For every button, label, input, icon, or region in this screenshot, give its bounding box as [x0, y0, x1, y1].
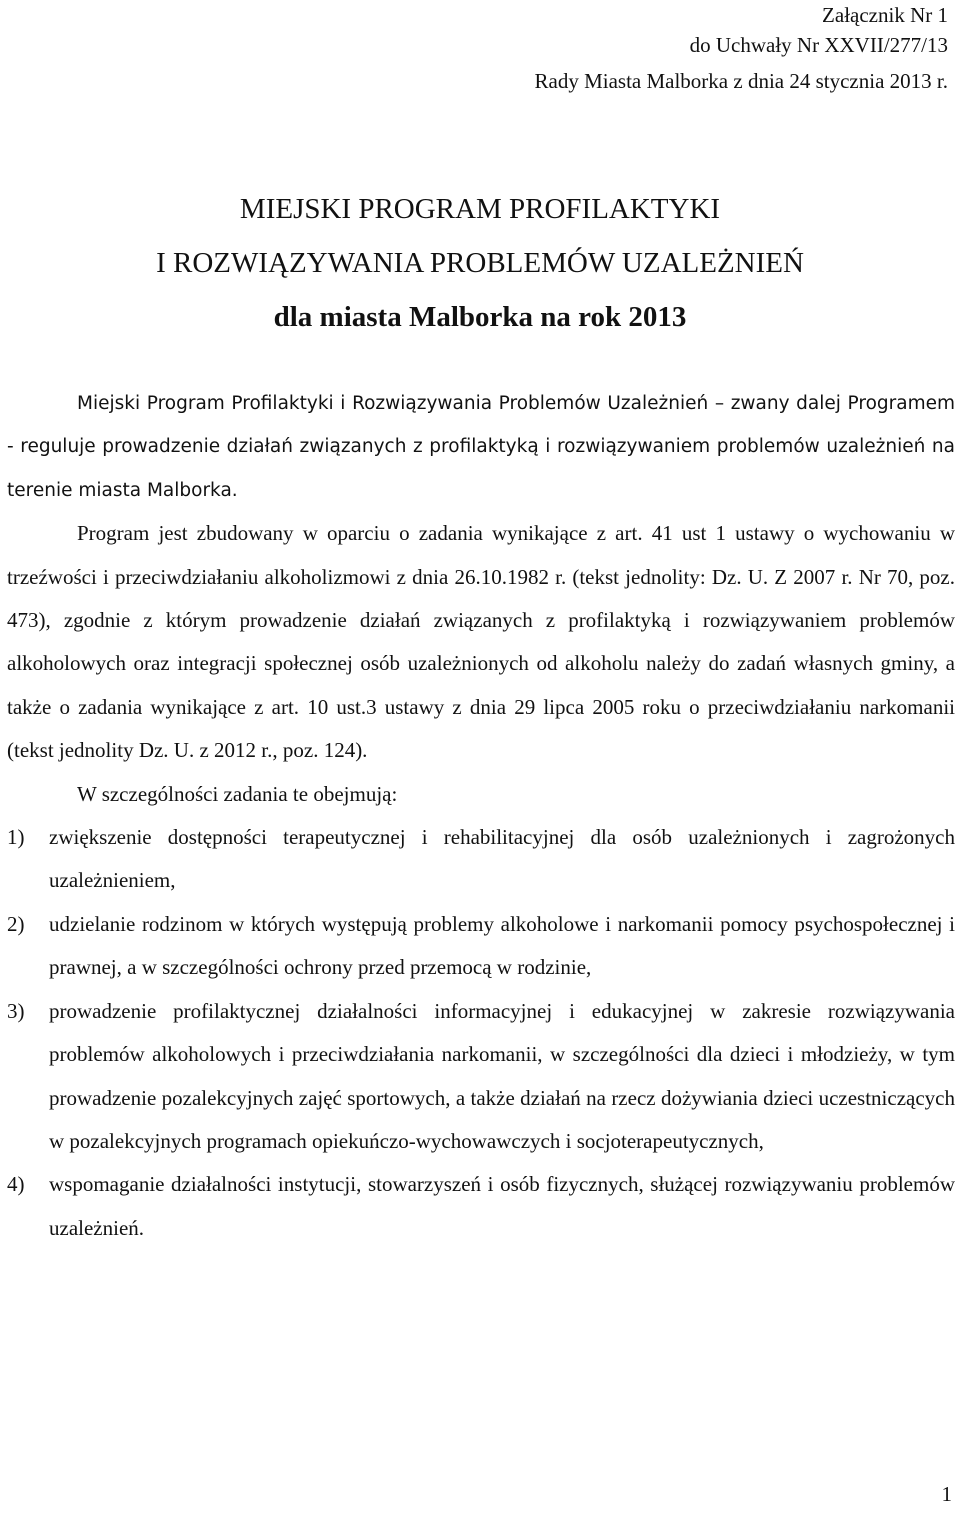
list-item-text: wspomaganie działalności instytucji, stowarzyszeń i osób fizycznych, służącej rozwiązywaniu problemów uzależnień.	[49, 1172, 955, 1240]
attachment-line-1: Załącznik Nr 1	[822, 3, 948, 27]
intro-paragraph: Miejski Program Profilaktyki i Rozwiązywania Problemów Uzależnień – zwany dalej Programem - reguluje prowadzenie działań związanych z profilaktyką i rozwiązywaniem problemów uzależnień na terenie miasta Malborka.	[7, 393, 955, 501]
title-line-2: I ROZWIĄZYWANIA PROBLEMÓW UZALEŻNIEŃ	[156, 247, 804, 279]
list-item	[7, 903, 955, 990]
list-item-number: 3)	[7, 998, 25, 1023]
title-line-3: dla miasta Malborka na rok 2013	[273, 301, 687, 333]
list-item-number: 4)	[7, 1172, 25, 1197]
tasks-intro-paragraph: W szczególności zadania te obejmują:	[77, 781, 398, 806]
attachment-header	[535, 0, 949, 96]
list-item-text: zwiększenie dostępności terapeutycznej i rehabilitacyjnej dla osób uzależnionych i zagrożonych uzależnieniem,	[49, 825, 955, 893]
title-line-1: MIEJSKI PROGRAM PROFILAKTYKI	[239, 193, 721, 225]
document-title	[0, 182, 960, 344]
tasks-list	[7, 816, 955, 1250]
attachment-line-3: Rady Miasta Malborka z dnia 24 stycznia 2013 r.	[534, 69, 948, 93]
list-item-text: prowadzenie profilaktycznej działalności informacyjnej i edukacyjnej w zakresie rozwiązywania problemów alkoholowych i przeciwdziałania narkomanii, w szczególności dla dzieci i młodzieży, w tym prowadzenie pozalekcyjnych zajęć sportowych, a także działań na rzecz dożywiania dzieci uczestniczących w pozalekcyjnych programach opiekuńczo-wychowawczych i socjoterapeutycznych,	[49, 998, 955, 1153]
legal-basis-paragraph: Program jest zbudowany w oparciu o zadania wynikające z art. 41 ust 1 ustawy o wychowaniu w trzeźwości i przeciwdziałaniu alkoholizmowi z dnia 26.10.1982 r. (tekst jednolity: Dz. U. Z 2007 r. Nr 70, poz. 473), zgodnie z którym prowadzenie działań związanych z profilaktyką i rozwiązywaniem problemów alkoholowych oraz integracji społecznej osób uzależnionych od alkoholu należy do zadań własnych gminy, a także o zadania wynikające z art. 10 ust.3 ustawy z dnia 29 lipca 2005 roku o przeciwdziałaniu narkomanii (tekst jednolity Dz. U. z 2012 r., poz. 124).	[7, 521, 955, 763]
list-item-number: 2)	[7, 911, 25, 936]
attachment-line-2: do Uchwały Nr XXVII/277/13	[689, 33, 948, 57]
page-number: 1	[941, 1482, 952, 1506]
list-item-text: udzielanie rodzinom w których występują problemy alkoholowe i narkomanii pomocy psychospołecznej i prawnej, a w szczególności ochrony przed przemocą w rodzinie,	[49, 911, 955, 980]
list-item	[7, 1163, 955, 1250]
document-body	[7, 382, 955, 1250]
list-item	[7, 816, 955, 903]
list-item	[7, 990, 955, 1164]
list-item-number: 1)	[7, 825, 25, 850]
